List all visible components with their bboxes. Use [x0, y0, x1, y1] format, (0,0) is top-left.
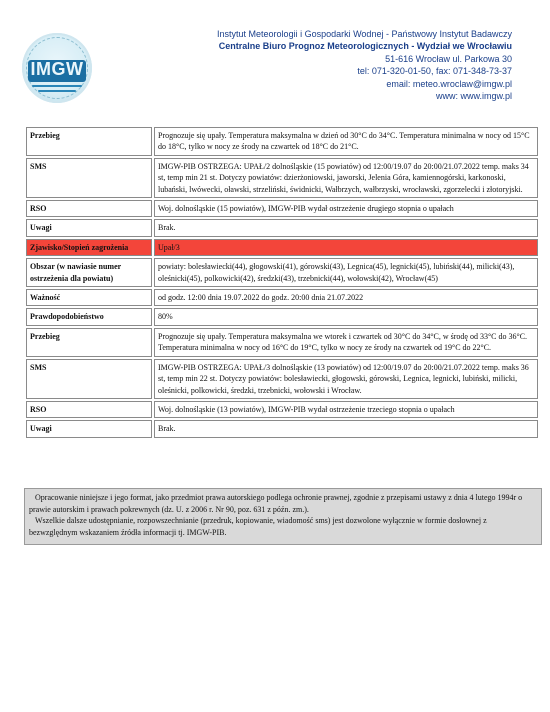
row-label: Przebieg: [26, 328, 152, 357]
row-label: Przebieg: [26, 127, 152, 156]
row-value: od godz. 12:00 dnia 19.07.2022 do godz. 20:00 dnia 21.07.2022: [154, 289, 538, 306]
institute-header: [217, 28, 512, 102]
row-label: Uwagi: [26, 219, 152, 236]
table-row: [26, 258, 538, 287]
table-row: [26, 219, 538, 236]
office-address: 51-616 Wrocław ul. Parkowa 30: [385, 53, 512, 64]
row-value: Woj. dolnośląskie (13 powiatów), IMGW-PIB wydał ostrzeżenie trzeciego stopnia o upałach: [154, 401, 538, 418]
row-value: Prognozuje się upały. Temperatura maksymalna w dzień od 30°C do 34°C. Temperatura minimalna w nocy od 15°C do 18°C, tylko w nocy ze środy na czwartek od 18°C do 21°C.: [154, 127, 538, 156]
row-label: Prawdopodobieństwo: [26, 308, 152, 325]
row-value: Upał/3: [154, 239, 538, 256]
copyright-notice: [24, 488, 542, 545]
office-email: email: meteo.wroclaw@imgw.pl: [386, 78, 512, 89]
row-value: Brak.: [154, 219, 538, 236]
copyright-paragraph: Opracowanie niniejsze i jego format, jako przedmiot prawa autorskiego podlega ochronie prawnej, zgodnie z przepisami ustawy z dnia 4 lutego 1994r o prawie autorskim i prawach pokrewnych (dz. U. z 2006 r. Nr 90, poz. 631 z późn. zm.).: [29, 493, 523, 514]
row-label: Uwagi: [26, 420, 152, 437]
table-row: [26, 401, 538, 418]
row-value: Prognozuje się upały. Temperatura maksymalna we wtorek i czwartek od 30°C do 34°C, w środę od 33°C do 36°C. Temperatura minimalna w nocy od 16°C do 19°C, tylko w nocy ze środy na czwartek od 19°C do 22°C.: [154, 328, 538, 357]
row-label: RSO: [26, 200, 152, 217]
imgw-logo: [22, 33, 92, 103]
warning-table: [24, 125, 540, 440]
office-phone: tel: 071-320-01-50, fax: 071-348-73-37: [357, 66, 512, 77]
table-row: [26, 420, 538, 437]
row-label: Ważność: [26, 289, 152, 306]
table-row: [26, 308, 538, 325]
table-row: [26, 127, 538, 156]
alert-level-row: [26, 239, 538, 256]
logo-wave: [38, 90, 76, 92]
row-value: IMGW-PIB OSTRZEGA: UPAŁ/3 dolnośląskie (13 powiatów) od 12:00/19.07 do 20:00/21.07.2022 temp. maks 36 st, temp min 22 st. Dotyczy powiatów: bolesławiecki, głogowski, górowski, Legnica, legnicki, lubiński, milicki, oleśnicki, polkowicki, średzki, trzebnicki, wołowski i Wrocław.: [154, 359, 538, 399]
office-name: Centralne Biuro Prognoz Meteorologicznych - Wydział we Wrocławiu: [218, 41, 512, 52]
row-label: Zjawisko/Stopień zagrożenia: [26, 239, 152, 256]
table-row: [26, 359, 538, 399]
table-row: [26, 200, 538, 217]
table-row: [26, 158, 538, 198]
table-row: [26, 289, 538, 306]
row-value: IMGW-PIB OSTRZEGA: UPAŁ/2 dolnośląskie (15 powiatów) od 12:00/19.07 do 20:00/21.07.2022 temp. maks 34 st, temp min 21 st. Dotyczy powiatów: dzierżoniowski, jaworski, Jelenia Góra, kamiennogórski, karkonoski, lubański, lwówecki, oławski, strzeliński, świdnicki, Wałbrzych, wałbrzyski, wrocławski, zgorzelecki i złotoryjski.: [154, 158, 538, 198]
redistribution-paragraph: Wszelkie dalsze udostępnianie, rozpowszechnianie (przedruk, kopiowanie, wiadomość sms) jest dozwolone wyłącznie w formie dosłownej z bezwzględnym wskazaniem źródła informacji tj. IMGW-PIB.: [29, 516, 487, 537]
row-label: RSO: [26, 401, 152, 418]
row-label: SMS: [26, 158, 152, 198]
institute-name: Instytut Meteorologii i Gospodarki Wodnej - Państwowy Instytut Badawczy: [217, 29, 512, 39]
logo-wordmark: IMGW: [30, 59, 84, 79]
logo-wave: [32, 85, 82, 87]
row-label: SMS: [26, 359, 152, 399]
table-row: [26, 328, 538, 357]
office-website: www: www.imgw.pl: [435, 91, 512, 102]
row-value: 80%: [154, 308, 538, 325]
row-value: Brak.: [154, 420, 538, 437]
row-label: Obszar (w nawiasie numer ostrzeżenia dla powiatu): [26, 258, 152, 287]
row-value: Woj. dolnośląskie (15 powiatów), IMGW-PIB wydał ostrzeżenie drugiego stopnia o upałach: [154, 200, 538, 217]
row-value: powiaty: bolesławiecki(44), głogowski(41), górowski(43), Legnica(45), legnicki(45), lubiński(44), milicki(43), oleśnicki(45), polkowicki(42), średzki(43), trzebnicki(44), wołowski(42), Wrocław(45): [154, 258, 538, 287]
